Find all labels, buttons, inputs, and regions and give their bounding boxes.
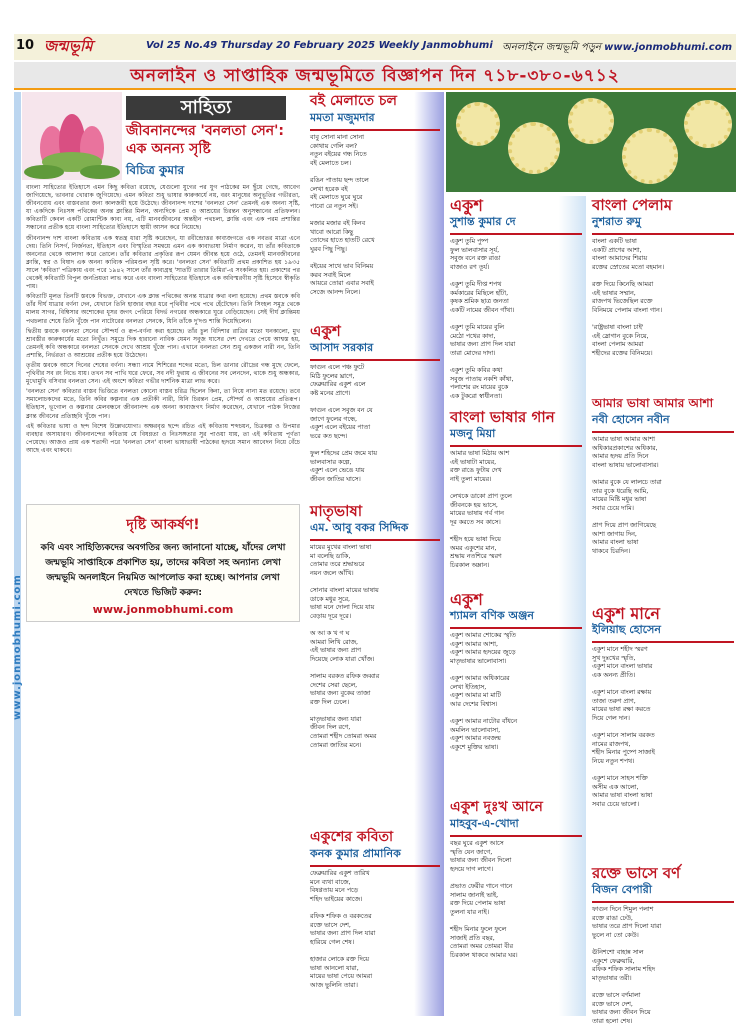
poem-author: শ্যামল বণিক অঞ্জন [450,607,582,629]
poem-block [310,94,440,322]
poem-block [310,504,440,826]
poem-author: বিজন বেপারী [592,881,734,903]
poem-text: ফাগুন দিনে শিমুল পলাশ রক্তে রাঙা ঢেউ, ভাষার তরে প্রাণ দিলো যারা ভুলে না তো কেউ। ঊনিশশো বাহান্ন সাল একুশে ফেব্রুয়ারি, রফিক শফিক সালাম শহিদ মাতৃভাষার তরী। রক্তে ভাসে বর্ণমালা রক্তে ভাসে দেশ, ভাষার জন্য জীবন দিয়ে তারা হলো শেষ। [592,906,662,1025]
announcement-box [26,504,300,622]
poem-title: বাংলা পেলাম [592,196,673,214]
announcement-title: দৃষ্টি আকর্ষণ! [126,517,200,533]
poem-title: একুশ মানে [592,604,660,623]
article-paragraph: কবিতাটি মূলত তিনটি স্তবকে বিভক্ত, যেখানে এক ক্লান্ত পথিকের অনন্ত যাত্রার কথা বলা হয়েছে। প্রথম স্তবকে কবি তাঁর দীর্ঘ যাত্রার বর্ণনা দেন, যেখানে তিনি হাজার বছর ধরে পৃথিবীর পথে পথে হেঁটেছেন। তিনি সিংহল সমুদ্র থেকে মালয় সাগর, বিম্বিসার অশোকের ধূসর জগৎ পেরিয়ে বিদর্ভ নগরের অন্ধকারে ঘুরে বেড়িয়েছেন। সেই দীর্ঘ ক্লান্তিময় পথচলার শেষে তিনি খুঁজে পান নাটোরের বনলতা সেনকে, যিনি তাঁকে দু'দণ্ড শান্তি দিয়েছিলেন। [26,293,300,325]
poem-block [592,606,734,862]
poem-author: কনক কুমার প্রামানিক [310,845,440,867]
article-author: বিচিত্র কুমার [126,163,185,177]
column-poems-right [446,92,736,1025]
article-paragraph: এই কবিতার ভাষা ও ছন্দ বিশেষ উল্লেখযোগ্য। অক্ষরবৃত্ত ছন্দে রচিত এই কবিতায় শব্দচয়ন, চিত্রকল্প ও উপমার ব্যবহার অসাধারণ। জীবনানন্দের কবিতায় যে বিষণ্ণতা ও নিঃসঙ্গতার সুর পাওয়া যায়, তা এই কবিতায় পূর্ণতা পেয়েছে। আজও প্রায় এক শতাব্দী পরে 'বনলতা সেন' বাংলা ভাষাভাষী পাঠকের হৃদয়ে সমান আবেদন নিয়ে বেঁচে আছে এবং থাকবে। [26,422,300,454]
column-poems-right-b [590,196,736,1025]
lotus-image [22,92,122,180]
poem-author: ইলিয়াছ হোসেন [592,621,734,643]
poem-author: এম. আবু বকর সিদ্দিক [310,519,440,541]
poem-author: নবী হোসেন নবীন [592,411,734,433]
poem-block [592,198,734,394]
article-paragraph: বাংলা সাহিত্যের ইতিহাসে এমন কিছু কবিতা রয়েছে, যেগুলো যুগের পর যুগ পাঠকের মন ছুঁয়ে গেছে, আবেগ জাগিয়েছে, ভাবনার খোরাক জুগিয়েছে। এমন কবিতা শুধু ভাষার কারুকার্যে নয়, বরং মানুষের অনুভূতির গভীরতা, জীবনবোধ এবং বাস্তবতার জন্য কালজয়ী হয়ে উঠেছে। জীবনানন্দ দাশের 'বনলতা সেন' তেমনই এক অনন্য সৃষ্টি, যা একদিকে নিঃসঙ্গ পথিকের অনন্ত ক্লান্তির মিলন, অন্যদিকে প্রেম ও আশ্রয়ের চিরন্তন অনুসন্ধানের প্রতিফলন। কবিতাটি কেবল একটি রোমান্টিক কাব্য নয়, এটি মানবজীবনের অন্তহীন পথচলা, ক্লান্তি এবং এক পরম প্রশান্তির সন্ধানের প্রতীক হয়ে বাংলা সাহিত্যের ইতিহাসে স্থায়ী আসন করে নিয়েছে। [26,184,300,232]
newspaper-logo: জন্মভূমি [44,37,93,55]
page-number: 10 [16,38,35,53]
poem-author: মমতা মজুমদার [310,109,440,131]
header-tagline: অনলাইনে জন্মভূমি পড়ুন [502,42,601,53]
poem-title: বাংলা ভাষার গান [450,408,555,426]
section-label: সাহিত্য [126,96,286,120]
poem-title: একুশ [310,322,341,340]
article-title: জীবনানন্দের 'বনলতা সেন': এক অনন্য সৃষ্টি [126,123,285,157]
poem-title: একুশ [450,196,483,215]
poem-block [310,324,440,500]
poem-title: বই মেলাতে চল [310,93,397,109]
announcement-url[interactable]: www.jonmobhumi.com [92,603,234,616]
poem-author: সুশান্ত কুমার দে [450,213,582,235]
poem-block [450,800,582,1016]
poem-text: আমার ভাষা মিঠায় আশ এই ভাষাটা মায়ের, রক্ত রাঙে ফুটায় দেখ নাই তুলা মায়ের। লেখকে ডাকো প্রাণ তুলে জীবনকে হয় ভাসে, মায়ের ভাষায় গর্ব গান দূর করতে সব কাসে। শহীদ হয়ে ভাষা দিয়ে অমর একুশের মান, শ্রদ্ধায় নতশিরে স্মরণ চিরকাল অম্লান। [450,450,512,569]
poem-text: একুশ আমার শোকের স্মৃতি একুশ আমার আশা, একুশ আমার হৃদয়ের জুড়ে মাতৃভাষার ভালোবাসা। একুশ আমার অধিকারের লেখা ইতিহাস, একুশ আমার মা মাটি আর দেশের বিশ্বাস। একুশ আমার নাটোর বাঁধনে অমলিন ভালোবাসা, একুশ আমার নবজন্ম একুশে মুক্তির ভাষা। [450,632,518,751]
article-paragraph: তৃতীয় স্তবকে আসে দিনের শেষের বর্ণনা। সন্ধ্যা নামে শিশিরের শব্দের মতো, চিল ডানার রৌদ্রের গন্ধ মুছে ফেলে, পৃথিবীর সব রং নিভে যায়। তখন সব পাখি ঘরে ফেরে, সব নদী ফুরায় এ জীবনের সব লেনদেন, থাকে শুধু অন্ধকার, মুখোমুখি বসিবার বনলতা সেন। এই অংশে কবিতা গভীর দার্শনিক মাত্রা লাভ করে। [26,361,300,386]
poem-block [450,592,582,792]
side-url[interactable]: www.jonmobhumi.com [12,574,23,720]
poem-block [310,830,440,1012]
article-paragraph: 'বনলতা সেন' কবিতার বাস্তব ভিত্তিতে বনলতা কোনো বাস্তব চরিত্র ছিলেন কিনা, তা নিয়ে নানা মত রয়েছে। তবে সমালোচকদের মতে, তিনি কবির কল্পনার এক প্রতীকী নারী, যিনি চিরন্তন প্রেম, সৌন্দর্য ও আশ্রয়ের প্রতিরূপ। ইতিহাস, ভূগোল ও কল্পনার মেলবন্ধনে জীবনানন্দ এক অনন্য কাব্যজগৎ নির্মাণ করেছেন, যেখানে পাঠক নিজের ক্লান্ত জীবনের প্রতিচ্ছবি খুঁজে পান। [26,388,300,420]
poem-text: বাংলা একটি ভাষা একটি প্রাণের আশা, বাংলা আমাদের শিরায় রক্তের স্রোতের মতো বহমান। রক্ত দিয়ে কিনেছি আমরা এই ভাষার সম্মান, রাজপথ ভিজেছিল রক্তে বিনিময়ে পেলাম বাংলা গান। 'রাষ্ট্রভাষা বাংলা চাই' এই স্লোগান বুকে নিয়ে, বাংলা পেলাম আমরা শহীদের রক্তের বিনিময়ে। [592,238,665,357]
advertise-banner: অনলাইন ও সাপ্তাহিক জন্মভূমিতে বিজ্ঞাপন দিন ৭১৮-৩৮০-৬৭১২ [14,62,736,90]
poem-block [592,864,734,1025]
side-strip [14,92,21,1016]
poem-author: মজনু মিয়া [450,425,582,447]
poem-author: আসাদ সরকার [310,339,440,361]
header-right [502,40,732,57]
poem-block [450,410,582,586]
announcement-body: কবি এবং সাহিত্যিকদের অবগতির জন্য জানানো যাচ্ছে, যাঁদের লেখা জন্মভূমি সাপ্তাহিকে প্রকাশিত হয়, তাদের কবিতা সহ অন্যান্য লেখা জন্মভূমি অনলাইনে নিয়মিত আপলোড করা হচ্ছে। আপনার লেখা দেখতে ভিজিট করুন: [40,543,286,598]
poem-text: বাবু সোনা মানা সোনা কোথায় গেলি বল? নতুন বইয়ের গন্ধ নিতে বই মেলাতে চল। রঙিন পাতায় ছন্দ তালে লেখা হরেক বই বই মেলাতে ঘুরে ঘুরে পাবো রে নতুন সই। মজার মজার বই কিনব খাবো আরো কিছু তোদের হাতে হাতটি রেখে ঘুরব পিছু পিছু। বইয়ের সাথে ভাব বিনিময় করব সবাই মিলে আয়রে তোরা এবার সবাই সেজে আনন্দ নিলে। [310,134,375,296]
poem-author: নুশরাত রুমু [592,213,734,235]
column-poems-middle [308,92,444,1016]
poem-text: ফেব্রুয়ারির একুশ তারিখ মনে ব্যথা বাজে, বিষণ্ণতায় মনে পড়ে শহিদ ভাইয়ের কাজে। রফিক শফিক ও বরকতের রক্তে ভাসে দেশ, ভাষার জন্য প্রাণ দিল যারা হারিয়ে গেল শেষ। হাজার লোকে রক্ত দিয়ে ভাষা আনলো যারা, মায়ের ভাষা পেয়ে আমরা আজ ভুলিনি তারা। [310,870,376,989]
poem-title: আমার ভাষা আমার আশা [592,396,714,410]
poem-text: একুশ মানে শহীদ স্মরণ সুখ দুঃখের স্মৃতি, একুশ মানে বাংলা ভাষার এক অনন্য প্রীতি। একুশ মানে বাংলা রক্ষায় তাজা তরুণ প্রাণ, মায়ের ভাষা রক্ষা করতে দিয়ে গেল দান। একুশ মানে সালাম বরকত নামের রাজপথ, শহীদ মিনার পুষ্পে সাজাই নিয়ে নতুন শপথ। একুশ মানে সাহস শক্তি অসীম এক আলো, আমার ভাষা বাংলা ভাষা সবার চেয়ে ভালো। [592,646,655,808]
flower-image [684,100,732,148]
flower-image [622,128,678,184]
column-literature [22,92,302,1016]
poem-author: মাহবুব-এ-খোদা [450,815,582,837]
column-poems-right-a [448,196,586,1016]
flower-image [508,122,560,174]
poem-text: ফাগুন এলে পঞ্চ ফুটে মিঠি ফুলের ঘ্রাণে, ফেব্রুয়ারির একুশ এলে কষ্ট মনের প্রাণে। ফাগুন এলে সবুজ বন যে জাগে ফুলের গন্ধে, একুশ এলে বইয়ের পাতা ভরে কত ছন্দে। ফুল শহিদের প্রেম জমে যায় ভালবাসার কল্পে, একুশ এলে ভেঙে যায় জীবন জাতির ঘাসে। [310,364,378,483]
header-website-link[interactable]: www.jonmobhumi.com [604,42,732,53]
poem-text: আমার ভাষা আমার আশা অধিকারপ্রকাশের অধিকার, আমার হৃদয় প্রতি দিনে বাংলা ভাষায় ভালোবাসার। আমার বুকে যে লালচে তারা তার বুকে ধরেছি আমি, মায়ের মিষ্টি মধুর ভাষা সবার চেয়ে দামি। প্রাণ দিয়ে প্রাণ জাগিয়েছে আশা জাগায় দিন, আমার বাংলা ভাষা থাকবে চিরদিন। [592,436,662,555]
poem-text: বছর ঘুরে একুশ আসে স্মৃতি যেন জাগে, ভাষার জন্য জীবন দিলো হৃদয়ে দাগ লাগে। প্রভাত ফেরীর গানে গানে সালাম জানাই ভাই, রক্ত দিয়ে পেলাম ভাষা তুলনা যার নাই। শহীদ মিনার ফুলে ফুলে সাজাই প্রতি বছর, তোমরা অমর তোমরা বীর চিরকাল থাকবে আমার ঘর। [450,840,518,959]
page-header [14,34,736,60]
poem-title: একুশ [450,590,483,609]
poem-title: একুশের কবিতা [310,829,394,845]
poem-text: মায়ের মুখের বাংলা ভাষা মা বলেছি ডাকি, তোমার তরে শ্রদ্ধাভরে নয়ন জলে আঁখি। সোনার বাংলা মায়ের ভাষায় ডাকে মধুর সুরে, ভাষা মনে দোলা দিয়ে যায় বেড়ায় দূরে দূরে। অ আ ক খ গ ঘ আমরা লিখি রোজ, এই ভাষার জন্য প্রাণ দিয়েছে লোক যারা খোঁজ। সালাম বরকত রফিক জব্বার দেশের সেরা ছেলে, ভাষার জন্য বুকের তাজা রক্ত দিল ঢেলে। মাতৃভাষার জন্য যারা জীবন দিল রণে, তোমরা শহীদ তোমরা অমর তোমরা জাতির মনে। [310,544,380,749]
poem-block [592,396,734,602]
flower-image [456,102,500,146]
poem-title: একুশ দুঃখ আনে [450,799,543,815]
article-paragraph: জীবনানন্দ দাশ বাংলা কবিতায় এক স্বতন্ত্র ধারা সৃষ্টি করেছেন, যা রবীন্দ্রোত্তর কাব্যজগতে এক নবতর মাত্রা এনে দেয়। তিনি নিসর্গ, নির্জনতা, ইতিহাস এবং বিস্মৃতির সমন্বয়ে এমন এক কাব্যভাষা নির্মাণ করেন, যা তাঁর কবিতাকে অনন্যের থেকে আলাদা করে তোলে। তাঁর কবিতার প্রকৃতির রূপ যেমন জীবন্ত হয়ে ওঠে, তেমনই মানবজীবনের ক্লান্তি, স্বপ্ন ও বিষাদ এক অনন্য কাব্যিক পরিমণ্ডল সৃষ্টি করে। 'বনলতা সেন' কবিতাটি প্রথম প্রকাশিত হয় ১৯৩৫ সালে 'কবিতা' পত্রিকায় এবং পরে ১৯৪২ সালে তাঁর কাব্যগ্রন্থ 'সাতটি তারার তিমির'-এ সংকলিত হয়। প্রকাশের পর থেকেই কবিতাটি বিপুল জনপ্রিয়তা লাভ করে এবং বাংলা সাহিত্যের ইতিহাসে এক অবিস্মরণীয় সৃষ্টি হিসেবে স্বীকৃতি পায়। [26,234,300,291]
flower-image [568,98,614,144]
issue-line: Vol 25 No.49 Thursday 20 February 2025 Weekly Janmobhumi [146,40,493,51]
article-paragraph: দ্বিতীয় স্তবকে বনলতা সেনের সৌন্দর্য ও রূপ-বর্ণনা করা হয়েছে। তাঁর চুল বিদিশার রাত্রির মতো ঘনকালো, মুখ শ্রাবস্তীর কারুকার্যের মতো নিখুঁত। সমুদ্রে দিক হারানো নাবিক যেমন সবুজ ঘাসের দেশ দেখতে পেয়ে আশ্বস্ত হয়, তেমনই কবি অন্ধকারে বনলতা সেনকে দেখে আশ্রয় খুঁজে পান। এখানে বনলতা সেন শুধু একজন নারী নন, তিনি প্রশান্তি, নির্ভরতা ও আশ্রয়ের প্রতীক হয়ে উঠেছেন। [26,327,300,359]
flower-photo [446,92,736,192]
poem-block [450,198,582,404]
poem-title: রক্তে ভাসে বর্ণ [592,864,681,882]
poem-text: একুশ তুমি পুষ্প ফুল ভালবাসার সূর্য, সবুজ বনে রক্ত রাঙা বাজাও রণ তূর্য। একুশ তুমি দীপ্ত শপথ কর্মকারের মিছিলে হাঁটা, কৃষক শ্রমিক ছাত্র জনতা একটি নামের জীবন গাঁথা। একুশ তুমি মায়ের বুলি মেঠো পথের কাদা, ভাষার জন্য প্রাণ দিল যারা তারা মোদের দাদা। একুশ তুমি কবির কথা সবুজ পাতায় নকশি কাঁথা, পলাশের রং মায়ের বুকে এক টুকরো স্বাধীনতা। [450,238,516,400]
poem-title: মাতৃভাষা [310,502,363,520]
